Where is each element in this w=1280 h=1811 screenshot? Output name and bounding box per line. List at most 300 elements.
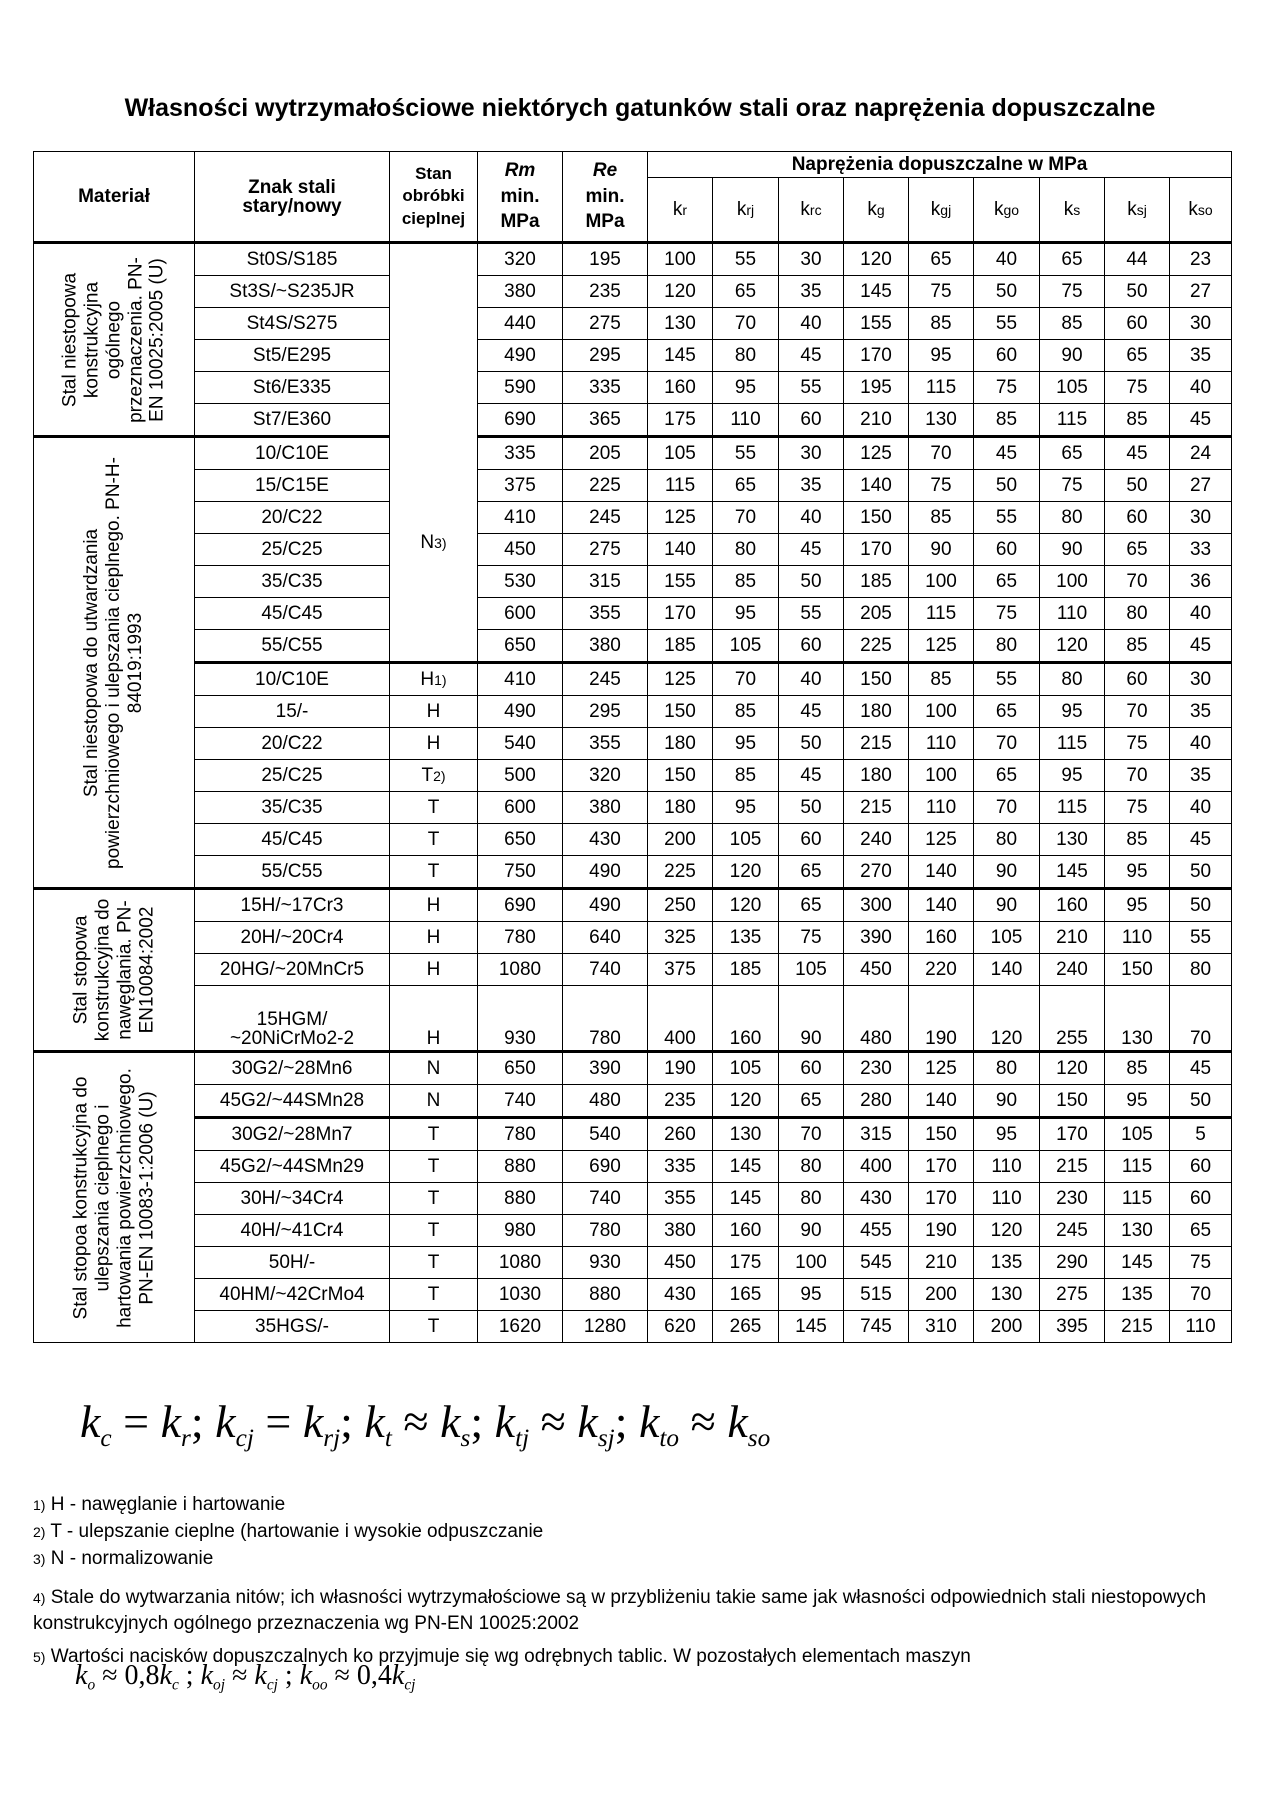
k-g-value: 450 — [844, 954, 909, 986]
k-gj-value: 200 — [909, 1279, 974, 1311]
k-rc-value: 50 — [779, 566, 844, 598]
heat-treatment-value: N — [420, 532, 435, 553]
k-sj-value: 95 — [1105, 1085, 1170, 1118]
k-go-value: 90 — [974, 1085, 1040, 1118]
re-value: 490 — [563, 856, 648, 889]
steel-grade: 25/C25 — [195, 760, 390, 792]
header-rm-line1: Rm — [504, 160, 536, 182]
k-go-value: 90 — [974, 889, 1040, 922]
heat-treatment — [390, 792, 478, 824]
k-sj-value: 95 — [1105, 889, 1170, 922]
rm-value: 1030 — [478, 1279, 563, 1311]
k-s-value: 130 — [1040, 824, 1105, 856]
k-rj-value: 70 — [713, 308, 779, 340]
heat-treatment-value: T — [427, 1220, 440, 1241]
k-g-value: 480 — [844, 986, 909, 1052]
header-k-base: k — [867, 199, 877, 220]
k-g-value: 155 — [844, 308, 909, 340]
header-k-sj — [1105, 178, 1170, 243]
table-row — [34, 954, 1232, 986]
k-rc-value: 145 — [779, 1311, 844, 1343]
re-value: 245 — [563, 663, 648, 696]
note-5-text: Wartości nacisków dopuszczalnych ko przyjmuje się wg odrębnych tablic. W pozostałych elementach maszyn — [50, 1646, 971, 1667]
k-rj-value: 85 — [713, 696, 779, 728]
header-k-rc — [779, 178, 844, 243]
header-k-s — [1040, 178, 1105, 243]
rm-value: 490 — [478, 340, 563, 372]
heat-treatment-value: T — [427, 829, 440, 850]
steel-grade: 45G2/~44SMn29 — [195, 1151, 390, 1183]
header-re-line3: MPa — [585, 211, 625, 233]
header-k-rj — [713, 178, 779, 243]
rm-value: 590 — [478, 372, 563, 404]
formula-operator: ; — [614, 1396, 639, 1447]
formula-subscript: so — [747, 1423, 771, 1452]
k-so-value: 35 — [1170, 696, 1232, 728]
k-g-value: 430 — [844, 1183, 909, 1215]
k-s-value: 100 — [1040, 566, 1105, 598]
k-go-value: 65 — [974, 566, 1040, 598]
k-g-value: 185 — [844, 566, 909, 598]
header-rm-line2: min. — [500, 185, 540, 207]
formula-operator: ≈ — [529, 1396, 578, 1447]
k-rc-value: 45 — [779, 340, 844, 372]
k-rc-value: 90 — [779, 1215, 844, 1247]
rm-value: 530 — [478, 566, 563, 598]
rm-value: 440 — [478, 308, 563, 340]
formula-operator: ; — [470, 1396, 495, 1447]
k-r-value: 380 — [648, 1215, 713, 1247]
rm-value: 600 — [478, 792, 563, 824]
k-so-value: 36 — [1170, 566, 1232, 598]
k-gj-value: 115 — [909, 598, 974, 630]
k-g-value: 270 — [844, 856, 909, 889]
k-rj-value: 105 — [713, 1052, 779, 1085]
formula-main — [80, 1395, 770, 1453]
header-k-base: k — [672, 199, 683, 220]
formula-operator: ; — [340, 1396, 365, 1447]
k-go-value: 45 — [974, 437, 1040, 470]
k-s-value: 245 — [1040, 1215, 1105, 1247]
k-r-value: 140 — [648, 534, 713, 566]
heat-treatment — [390, 889, 478, 922]
re-value: 235 — [563, 276, 648, 308]
k-rc-value: 100 — [779, 1247, 844, 1279]
rm-value: 880 — [478, 1151, 563, 1183]
material-cell — [34, 243, 195, 437]
re-value: 930 — [563, 1247, 648, 1279]
header-k-base: k — [736, 199, 747, 220]
rm-value: 410 — [478, 502, 563, 534]
table-row — [34, 889, 1232, 922]
k-go-value: 70 — [974, 728, 1040, 760]
heat-treatment-value: T — [427, 1252, 440, 1273]
k-s-value: 90 — [1040, 534, 1105, 566]
rm-value: 650 — [478, 630, 563, 663]
table-row — [34, 502, 1232, 534]
formula-small — [75, 1660, 415, 1694]
k-so-value: 30 — [1170, 663, 1232, 696]
re-value: 225 — [563, 470, 648, 502]
k-rc-value: 75 — [779, 922, 844, 954]
re-value: 320 — [563, 760, 648, 792]
k-g-value: 215 — [844, 728, 909, 760]
table-row — [34, 1151, 1232, 1183]
formula-subscript: sj — [597, 1423, 615, 1452]
formula-subscript: s — [460, 1423, 471, 1452]
k-so-value: 33 — [1170, 534, 1232, 566]
k-sj-value: 60 — [1105, 308, 1170, 340]
re-value: 780 — [563, 986, 648, 1052]
k-sj-value: 85 — [1105, 404, 1170, 437]
formula-symbol: k — [200, 1660, 214, 1691]
formula-operator: ≈ 0,8 — [95, 1660, 160, 1691]
k-rc-value: 70 — [779, 1118, 844, 1151]
steel-grade: 45/C45 — [195, 598, 390, 630]
k-go-value: 80 — [974, 630, 1040, 663]
re-value: 315 — [563, 566, 648, 598]
steel-grade: 15/C15E — [195, 470, 390, 502]
steel-grade: St5/E295 — [195, 340, 390, 372]
heat-treatment — [390, 1215, 478, 1247]
steel-grade: 40H/~41Cr4 — [195, 1215, 390, 1247]
k-sj-value: 50 — [1105, 276, 1170, 308]
k-r-value: 375 — [648, 954, 713, 986]
header-k-sub: go — [1003, 202, 1020, 218]
rm-value: 490 — [478, 696, 563, 728]
formula-subscript: to — [659, 1423, 680, 1452]
steel-grade: 55/C55 — [195, 630, 390, 663]
k-g-value: 170 — [844, 340, 909, 372]
k-g-value: 315 — [844, 1118, 909, 1151]
k-sj-value: 50 — [1105, 470, 1170, 502]
k-rj-value: 120 — [713, 1085, 779, 1118]
k-go-value: 135 — [974, 1247, 1040, 1279]
k-rc-value: 65 — [779, 856, 844, 889]
k-rj-value: 70 — [713, 663, 779, 696]
k-r-value: 160 — [648, 372, 713, 404]
k-r-value: 235 — [648, 1085, 713, 1118]
steel-grade: 15/- — [195, 696, 390, 728]
formula-symbol: k — [215, 1396, 236, 1447]
k-gj-value: 140 — [909, 1085, 974, 1118]
k-sj-value: 95 — [1105, 856, 1170, 889]
k-gj-value: 110 — [909, 792, 974, 824]
k-rj-value: 105 — [713, 824, 779, 856]
k-sj-value: 75 — [1105, 792, 1170, 824]
k-rc-value: 65 — [779, 889, 844, 922]
steel-grade: 30G2/~28Mn7 — [195, 1118, 390, 1151]
k-go-value: 55 — [974, 663, 1040, 696]
k-sj-value: 60 — [1105, 502, 1170, 534]
steel-grade-line2: ~20NiCrMo2-2 — [229, 1028, 355, 1049]
note-3-text: N - normalizowanie — [50, 1548, 214, 1569]
k-rj-value: 145 — [713, 1151, 779, 1183]
k-rc-value: 60 — [779, 824, 844, 856]
k-so-value: 30 — [1170, 308, 1232, 340]
k-s-value: 395 — [1040, 1311, 1105, 1343]
k-r-value: 125 — [648, 502, 713, 534]
k-rc-value: 60 — [779, 630, 844, 663]
re-value: 480 — [563, 1085, 648, 1118]
re-value: 355 — [563, 728, 648, 760]
k-r-value: 430 — [648, 1279, 713, 1311]
heat-treatment-value: T — [427, 861, 440, 882]
rm-value: 930 — [478, 986, 563, 1052]
k-go-value: 95 — [974, 1118, 1040, 1151]
table-row — [34, 372, 1232, 404]
header-k-sub: rc — [809, 202, 822, 218]
k-sj-value: 115 — [1105, 1151, 1170, 1183]
k-go-value: 140 — [974, 954, 1040, 986]
formula-subscript: tj — [515, 1423, 530, 1452]
k-rj-value: 175 — [713, 1247, 779, 1279]
k-sj-value: 115 — [1105, 1183, 1170, 1215]
k-g-value: 225 — [844, 630, 909, 663]
k-rj-value: 120 — [713, 889, 779, 922]
k-go-value: 120 — [974, 986, 1040, 1052]
re-value: 275 — [563, 534, 648, 566]
k-go-value: 105 — [974, 922, 1040, 954]
k-rc-value: 65 — [779, 1085, 844, 1118]
k-s-value: 95 — [1040, 760, 1105, 792]
k-go-value: 50 — [974, 470, 1040, 502]
heat-treatment — [390, 1311, 478, 1343]
k-rj-value: 65 — [713, 470, 779, 502]
note-4-text: Stale do wytwarzania nitów; ich własności wytrzymałościowe są w przybliżeniu takie same jak własności odpowiednich stali niestopowych konstrukcyjnych ogólnego przeznaczenia wg PN-EN 10025:2002 — [33, 1587, 1207, 1635]
formula-symbol: k — [160, 1396, 182, 1447]
k-r-value: 130 — [648, 308, 713, 340]
table-row — [34, 728, 1232, 760]
note-2 — [33, 1521, 543, 1543]
k-gj-value: 65 — [909, 243, 974, 276]
k-rj-value: 185 — [713, 954, 779, 986]
rm-value: 380 — [478, 276, 563, 308]
formula-operator: ≈ — [679, 1396, 728, 1447]
header-k-base: k — [1063, 199, 1074, 220]
k-go-value: 80 — [974, 824, 1040, 856]
formula-subscript: r — [181, 1423, 191, 1452]
header-stan — [390, 152, 478, 243]
steel-grade: 20HG/~20MnCr5 — [195, 954, 390, 986]
formula-subscript: oo — [312, 1676, 328, 1694]
formula-operator: ; — [178, 1660, 201, 1691]
steel-grade: 20/C22 — [195, 502, 390, 534]
k-so-value: 110 — [1170, 1311, 1232, 1343]
k-rc-value: 95 — [779, 1279, 844, 1311]
k-go-value: 50 — [974, 276, 1040, 308]
formula-subscript: rj — [323, 1423, 341, 1452]
header-stan-line1: Stan — [415, 164, 452, 184]
rm-value: 690 — [478, 889, 563, 922]
k-go-value: 200 — [974, 1311, 1040, 1343]
formula-operator: = — [111, 1396, 161, 1447]
k-gj-value: 70 — [909, 437, 974, 470]
rm-value: 650 — [478, 1052, 563, 1085]
k-sj-value: 150 — [1105, 954, 1170, 986]
table-row — [34, 437, 1232, 470]
formula-operator: ≈ — [391, 1396, 441, 1447]
k-go-value: 60 — [974, 340, 1040, 372]
steel-grade: St6/E335 — [195, 372, 390, 404]
heat-treatment-value: N — [426, 1090, 441, 1111]
k-so-value: 70 — [1170, 1279, 1232, 1311]
formula-symbol: k — [75, 1660, 88, 1691]
k-sj-value: 85 — [1105, 824, 1170, 856]
re-value: 365 — [563, 404, 648, 437]
k-r-value: 260 — [648, 1118, 713, 1151]
k-gj-value: 125 — [909, 1052, 974, 1085]
k-g-value: 515 — [844, 1279, 909, 1311]
k-g-value: 210 — [844, 404, 909, 437]
table-row — [34, 308, 1232, 340]
header-znak — [195, 152, 390, 243]
material-cell — [34, 1052, 195, 1343]
k-r-value: 145 — [648, 340, 713, 372]
k-rc-value: 55 — [779, 598, 844, 630]
re-value: 390 — [563, 1052, 648, 1085]
k-rc-value: 50 — [779, 728, 844, 760]
k-r-value: 150 — [648, 760, 713, 792]
heat-treatment-value: H — [426, 927, 441, 948]
k-rc-value: 50 — [779, 792, 844, 824]
heat-treatment-value: N — [426, 1058, 441, 1079]
heat-treatment — [390, 986, 478, 1052]
k-s-value: 275 — [1040, 1279, 1105, 1311]
heat-treatment-value: H — [426, 895, 441, 916]
k-gj-value: 85 — [909, 308, 974, 340]
heat-treatment — [390, 824, 478, 856]
steel-properties-table — [33, 151, 1232, 1343]
heat-treatment-value: T — [427, 1124, 440, 1145]
formula-subscript: cj — [266, 1676, 278, 1694]
steel-grade: 45/C45 — [195, 824, 390, 856]
k-r-value: 125 — [648, 663, 713, 696]
k-gj-value: 190 — [909, 1215, 974, 1247]
header-k-base: k — [800, 199, 810, 220]
steel-grade: St4S/S275 — [195, 308, 390, 340]
k-go-value: 55 — [974, 502, 1040, 534]
re-value: 195 — [563, 243, 648, 276]
k-sj-value: 70 — [1105, 696, 1170, 728]
k-rj-value: 85 — [713, 566, 779, 598]
table-row — [34, 470, 1232, 502]
k-go-value: 130 — [974, 1279, 1040, 1311]
k-go-value: 110 — [974, 1183, 1040, 1215]
k-rj-value: 160 — [713, 1215, 779, 1247]
k-rj-value: 120 — [713, 856, 779, 889]
header-naprezenia: Naprężenia dopuszczalne w MPa — [648, 152, 1232, 178]
k-rj-value: 95 — [713, 598, 779, 630]
k-s-value: 105 — [1040, 372, 1105, 404]
k-r-value: 150 — [648, 696, 713, 728]
note-1 — [33, 1494, 285, 1516]
k-r-value: 105 — [648, 437, 713, 470]
steel-grade — [195, 986, 390, 1052]
steel-grade: 20H/~20Cr4 — [195, 922, 390, 954]
k-sj-value: 215 — [1105, 1311, 1170, 1343]
k-so-value: 80 — [1170, 954, 1232, 986]
rm-value: 450 — [478, 534, 563, 566]
steel-grade: 35HGS/- — [195, 1311, 390, 1343]
table-row — [34, 1183, 1232, 1215]
table-row — [34, 534, 1232, 566]
k-s-value: 65 — [1040, 243, 1105, 276]
table-row — [34, 1279, 1232, 1311]
k-gj-value: 125 — [909, 824, 974, 856]
k-so-value: 50 — [1170, 889, 1232, 922]
k-gj-value: 85 — [909, 663, 974, 696]
k-r-value: 100 — [648, 243, 713, 276]
k-g-value: 280 — [844, 1085, 909, 1118]
k-gj-value: 100 — [909, 696, 974, 728]
steel-grade: 35/C35 — [195, 792, 390, 824]
k-r-value: 115 — [648, 470, 713, 502]
re-value: 780 — [563, 1215, 648, 1247]
k-so-value: 45 — [1170, 630, 1232, 663]
table-row — [34, 1311, 1232, 1343]
k-so-value: 30 — [1170, 502, 1232, 534]
header-k-sub: so — [1197, 202, 1213, 218]
k-go-value: 80 — [974, 1052, 1040, 1085]
k-sj-value: 135 — [1105, 1279, 1170, 1311]
heat-treatment — [390, 728, 478, 760]
k-g-value: 170 — [844, 534, 909, 566]
steel-grade: 30G2/~28Mn6 — [195, 1052, 390, 1085]
k-sj-value: 65 — [1105, 340, 1170, 372]
k-go-value: 55 — [974, 308, 1040, 340]
k-rc-value: 40 — [779, 663, 844, 696]
k-g-value: 400 — [844, 1151, 909, 1183]
header-stan-line2: obróbki — [402, 186, 465, 206]
k-so-value: 50 — [1170, 1085, 1232, 1118]
k-rc-value: 45 — [779, 760, 844, 792]
header-k-base: k — [1188, 199, 1198, 220]
table-row — [34, 760, 1232, 792]
header-k-base: k — [1127, 199, 1137, 220]
table-row — [34, 824, 1232, 856]
table-row — [34, 598, 1232, 630]
k-s-value: 80 — [1040, 502, 1105, 534]
table-row — [34, 630, 1232, 663]
k-rc-value: 55 — [779, 372, 844, 404]
k-so-value: 27 — [1170, 276, 1232, 308]
rm-value: 780 — [478, 1118, 563, 1151]
k-rj-value: 265 — [713, 1311, 779, 1343]
k-g-value: 390 — [844, 922, 909, 954]
k-so-value: 65 — [1170, 1215, 1232, 1247]
k-go-value: 90 — [974, 856, 1040, 889]
material-label: Stal stopoa konstrukcyjna do ulepszania cieplnego i hartowania powierzchniowego. PN-EN 10083-1:2006 (U) — [70, 1067, 157, 1328]
heat-treatment — [390, 760, 478, 792]
k-s-value: 95 — [1040, 696, 1105, 728]
k-so-value: 70 — [1170, 986, 1232, 1052]
heat-treatment — [390, 1279, 478, 1311]
k-sj-value: 80 — [1105, 598, 1170, 630]
k-gj-value: 85 — [909, 502, 974, 534]
k-g-value: 205 — [844, 598, 909, 630]
re-value: 690 — [563, 1151, 648, 1183]
k-g-value: 300 — [844, 889, 909, 922]
k-r-value: 250 — [648, 889, 713, 922]
k-rj-value: 145 — [713, 1183, 779, 1215]
k-r-value: 355 — [648, 1183, 713, 1215]
k-so-value: 45 — [1170, 404, 1232, 437]
formula-operator: ; — [190, 1396, 216, 1447]
formula-operator: = — [253, 1396, 303, 1447]
k-g-value: 120 — [844, 243, 909, 276]
k-so-value: 5 — [1170, 1118, 1232, 1151]
